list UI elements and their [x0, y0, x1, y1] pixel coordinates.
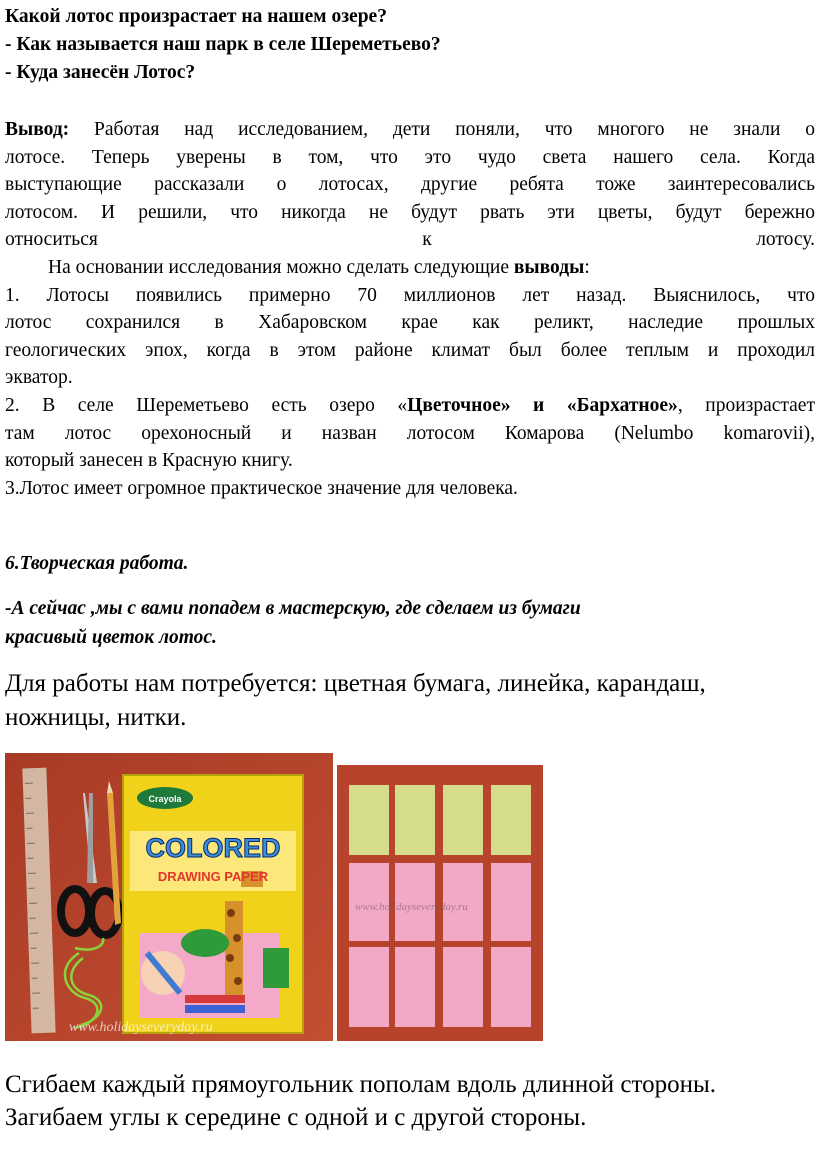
finding-2-line-2: там лотос орехоносный и назван лотосом Комарова (Nelumbo komarovii), [5, 422, 815, 444]
book-brand: Crayola [148, 794, 182, 804]
instructions-line-1: Сгибаем каждый прямоугольник пополам вдоль длинной стороны. [5, 1071, 716, 1098]
drawing-paper-book [123, 775, 303, 1033]
book-title-2: DRAWING PAPER [157, 869, 269, 884]
intro-italic-line-2: красивый цветок лотос. [5, 627, 217, 648]
finding-1-line-4: экватор. [5, 367, 73, 389]
materials-photo-art [5, 753, 333, 1041]
finding-1-line-2: лотос сохранился в Хабаровском крае как реликт, наследие прошлых [5, 312, 815, 334]
question-3: - Куда занесён Лотос? [5, 62, 196, 83]
conclusion-line-5: относиться к лотосу. [5, 229, 815, 251]
finding-3: 3.Лотос имеет огромное практическое значение для человека. [5, 477, 518, 499]
conclusion-line-3: выступающие рассказали о лотосах, другие ребята тоже заинтересовались [5, 174, 815, 196]
finding-1-line-3: геологических эпох, когда в этом районе климат был более теплым и проходил [5, 339, 815, 361]
conclusion-line-4: лотосом. И решили, что никогда не будут рвать эти цветы, будут бережно [5, 201, 815, 223]
conclusion-label: Вывод: [5, 119, 70, 140]
photo-left-watermark: www.holidayseveryday.ru [69, 1020, 213, 1035]
conclusion-line-1: Вывод: Работая над исследованием, дети поняли, что многого не знали о [5, 119, 815, 140]
instructions-line-2: Загибаем углы к середине с одной и с другой стороны. [5, 1104, 587, 1131]
question-1: Какой лотос произрастает на нашем озере? [5, 6, 387, 27]
finding-2-line-3: который занесен в Красную книгу. [5, 450, 293, 472]
intro-italic-line-1: -А сейчас ,мы с вами попадем в мастерскую, где сделаем из бумаги [5, 598, 581, 619]
materials-line-1: Для работы нам потребуется: цветная бумага, линейка, карандаш, [5, 670, 706, 697]
materials-line-2: ножницы, нитки. [5, 704, 187, 731]
question-2: - Как называется наш парк в селе Шереметьево? [5, 34, 441, 55]
findings-intro: На основании исследования можно сделать следующие выводы: [48, 256, 590, 278]
finding-2-line-1: 2. В селе Шереметьево есть озеро «Цветочное» и «Бархатное», произрастает [5, 394, 815, 416]
materials-photo [5, 753, 333, 1041]
conclusion-paragraph [5, 116, 815, 502]
book-title-1: COLORED [145, 833, 281, 863]
finding-1-line-1: 1. Лотосы появились примерно 70 миллионов лет назад. Выяснилось, что [5, 284, 815, 306]
paper-rectangles-photo [337, 765, 543, 1041]
photo-right-watermark: www.holidayseveryday.ru [355, 901, 468, 913]
section-title: 6.Творческая работа. [5, 553, 189, 574]
conclusion-line-2: лотосе. Теперь уверены в том, что это чудо света нашего села. Когда [5, 146, 815, 168]
paper-rectangles-art [337, 765, 543, 1041]
